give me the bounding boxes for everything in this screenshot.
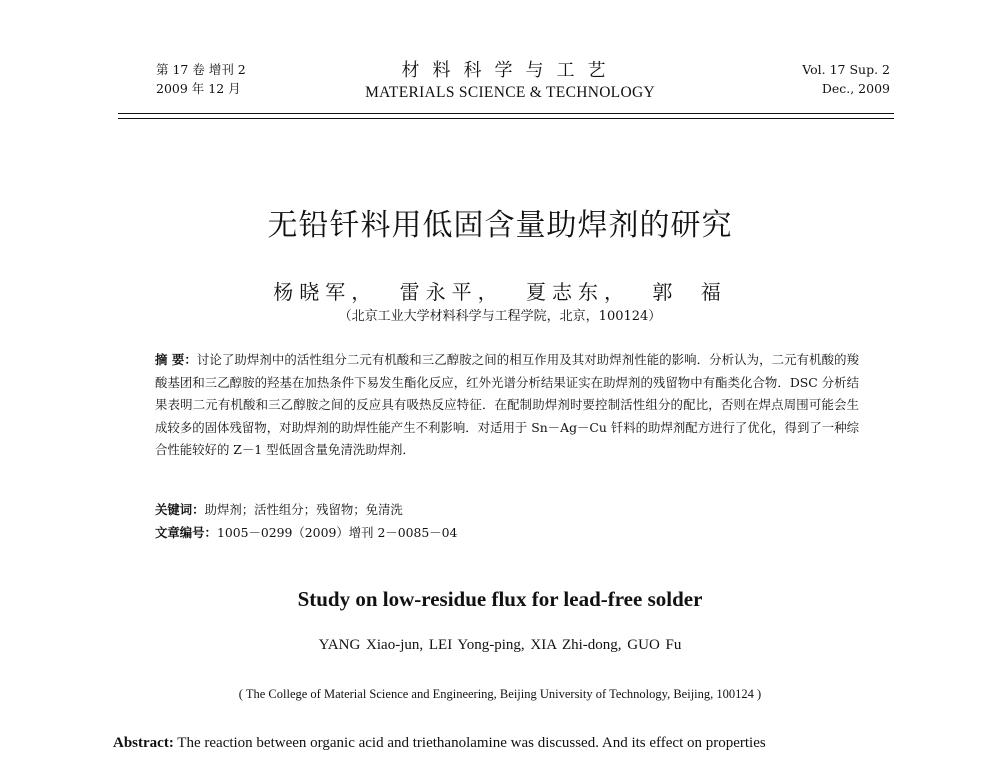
volume-issue-en: Vol. 17 Sup. 2	[802, 62, 890, 77]
journal-title-cn: 材料科学与工艺	[401, 60, 619, 81]
header-rule-bottom	[118, 118, 894, 119]
abstract-cn	[155, 349, 859, 462]
date-en: Dec., 2009	[821, 81, 890, 96]
journal-title-en: MATERIALS SCIENCE & TECHNOLOGY	[365, 84, 655, 101]
header-left	[156, 60, 246, 98]
header-center	[300, 60, 720, 104]
header-rule-top	[118, 113, 894, 114]
authors-cn: 杨晓军， 雷永平， 夏志东， 郭 福	[273, 280, 727, 304]
date-cn: 2009 年 12 月	[156, 81, 241, 96]
affiliation-en: ( The College of Material Science and Engineering, Beijing University of Technology, Beijing, 100124 )	[238, 687, 762, 701]
affiliation-cn: （北京工业大学材料科学与工程学院，北京，100124）	[338, 309, 662, 324]
abstract-cn-text: 讨论了助焊剂中的活性组分二元有机酸和三乙醇胺之间的相互作用及其对助焊剂性能的影响．分析认为，二元有机酸的羧酸基团和三乙醇胺的羟基在加热条件下易发生酯化反应，红外光谱分析结果证实在助焊剂的残留物中有酯类化合物．DSC 分析结果表明二元有机酸和三乙醇胺之间的反应具有吸热反应特征．在配制助焊剂时要控制活性组分的配比，否则在焊点周围可能会生成较多的固体残留物，对助焊剂的助焊性能产生不利影响．对适用于 Sn－Ag－Cu 钎料的助焊剂配方进行了优化，得到了一种综合性能较好的 Z－1 型低固含量免清洗助焊剂．	[155, 352, 859, 458]
abstract-en	[113, 735, 913, 752]
abstract-en-text: The reaction between organic acid and triethanolamine was discussed. And its effect on properties	[173, 735, 766, 751]
article-number	[155, 523, 457, 541]
keywords-text: 助焊剂；活性组分；残留物；免清洗	[204, 502, 403, 517]
abstract-en-label: Abstract:	[113, 735, 174, 751]
keywords-cn	[155, 500, 403, 518]
article-number-label: 文章编号：	[155, 525, 217, 540]
keywords-label: 关键词：	[155, 502, 205, 517]
paper-title-en: Study on low-residue flux for lead-free solder	[297, 587, 703, 611]
header-right	[802, 60, 890, 98]
authors-en: YANG Xiao-jun, LEI Yong-ping, XIA Zhi-dong, GUO Fu	[318, 637, 682, 653]
volume-issue-cn: 第 17 卷 增刊 2	[156, 62, 246, 77]
paper-title-cn: 无铅钎料用低固含量助焊剂的研究	[267, 208, 733, 243]
abstract-cn-label: 摘 要：	[155, 352, 197, 367]
article-number-text: 1005－0299（2009）增刊 2－0085－04	[216, 525, 458, 540]
